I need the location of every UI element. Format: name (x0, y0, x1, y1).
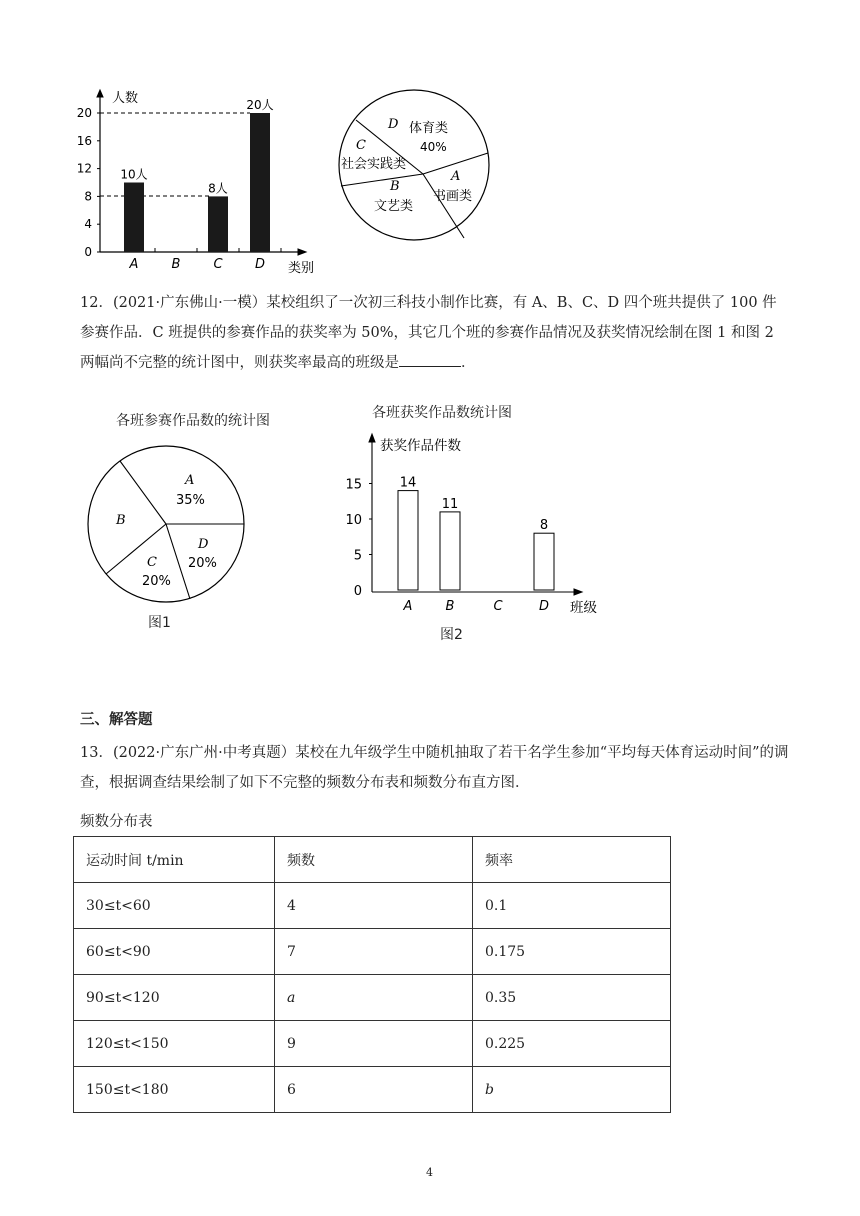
y-axis-label: 人数 (112, 91, 139, 106)
x-tick-label: A (129, 257, 139, 272)
x-tick-label: D (254, 257, 266, 272)
x-axis-label: 类别 (288, 261, 315, 276)
y-tick-label: 12 (76, 161, 92, 176)
table-header-cell: 运动时间 t/min (74, 837, 275, 883)
slice-label-c: C (147, 555, 157, 570)
x-tick-label: D (538, 599, 550, 614)
bar (440, 512, 460, 590)
table-cell: 60≤t<90 (74, 929, 275, 975)
question-12-end: ． (461, 355, 476, 371)
slice-label-c: C (356, 138, 366, 153)
bar (250, 113, 270, 252)
top-pie-chart (336, 86, 496, 246)
x-tick-label: B (445, 599, 455, 614)
bar-value-label: 10人 (120, 167, 148, 182)
slice-label-b: B (390, 179, 400, 194)
table-cell: 4 (275, 883, 473, 929)
x-axis-label: 班级 (570, 600, 597, 616)
fig2-caption: 图2 (440, 627, 463, 643)
bar (534, 533, 554, 590)
table-row (74, 883, 671, 929)
x-axis-arrow (298, 249, 306, 255)
slice-pct-c: 20% (142, 574, 171, 589)
slice-pct-a: 35% (176, 493, 205, 508)
slice-pct-d: 20% (188, 556, 217, 571)
table-cell: 30≤t<60 (74, 883, 275, 929)
table-row (74, 1021, 671, 1067)
x-axis-arrow (574, 589, 582, 595)
table-cell: 0.175 (473, 929, 671, 975)
table-cell: 120≤t<150 (74, 1021, 275, 1067)
table-cell: 0.35 (473, 975, 671, 1021)
y-tick-label: 15 (345, 477, 362, 493)
bar (208, 196, 228, 252)
y-axis-arrow (369, 434, 375, 442)
y-tick-label: 0 (353, 584, 362, 599)
top-bar-chart (70, 86, 330, 276)
page-number: 4 (426, 1166, 433, 1179)
slice-name-d: 体育类 (409, 121, 449, 136)
section-3-title: 三、解答题 (80, 712, 153, 728)
frequency-table (73, 836, 671, 1113)
y-axis-arrow (97, 90, 103, 97)
table-cell: 9 (275, 1021, 473, 1067)
slice-name-c: 社会实践类 (341, 157, 407, 172)
bar-value-label: 8 (539, 518, 549, 534)
y-tick-label: 10 (345, 513, 362, 528)
slice-pct-d: 40% (420, 140, 447, 154)
fig1-caption: 图1 (148, 615, 171, 631)
y-tick-label: 0 (84, 245, 92, 259)
bar (398, 491, 418, 590)
y-tick-label: 8 (84, 189, 92, 204)
answer-blank (399, 352, 461, 367)
fig2-bar-chart (336, 426, 626, 622)
bar-value-label: 20人 (246, 98, 274, 112)
table-header-row (74, 837, 671, 883)
y-tick-label: 4 (84, 217, 92, 232)
x-tick-label: C (493, 599, 503, 614)
question-12-text: 12．(2021·广东佛山·一模）某校组织了一次初三科技小制作比赛，有 A、B、C、D 四个班共提供了 100 件参赛作品．C 班提供的参赛作品的获奖率为 50%，其它几个班的参赛作品情况及获奖情况绘制在图 1 和图 2 两幅尚不完整的统计图中，则获奖率最高的班级是 (80, 295, 777, 371)
table-row (74, 975, 671, 1021)
fig2-title: 各班获奖作品数统计图 (372, 405, 512, 421)
x-tick-label: B (171, 257, 181, 272)
slice-label-d: D (388, 117, 399, 132)
question-13 (80, 738, 790, 798)
fig1-title: 各班参赛作品数的统计图 (116, 413, 270, 429)
bar-value-label: 8人 (208, 181, 228, 196)
bar (124, 183, 144, 253)
table-cell: 0.225 (473, 1021, 671, 1067)
slice-name-b: 文艺类 (374, 199, 414, 214)
question-12 (80, 288, 790, 378)
table-header-cell: 频数 (275, 837, 473, 883)
table-cell: a (275, 975, 473, 1021)
table-cell: 0.1 (473, 883, 671, 929)
slice-label-d: D (198, 537, 209, 552)
bar-value-label: 11 (441, 496, 459, 512)
table-row (74, 929, 671, 975)
y-tick-label: 16 (76, 133, 92, 148)
table-title: 频数分布表 (80, 814, 153, 830)
slice-label-b: B (116, 513, 126, 528)
bar-value-label: 14 (399, 475, 417, 491)
table-cell: 90≤t<120 (74, 975, 275, 1021)
x-tick-label: A (403, 599, 413, 614)
table-cell: 6 (275, 1067, 473, 1113)
table-cell: 7 (275, 929, 473, 975)
y-tick-label: 20 (76, 106, 92, 120)
table-cell: 150≤t<180 (74, 1067, 275, 1113)
slice-name-a: 书画类 (433, 189, 473, 204)
x-tick-label: C (213, 257, 223, 272)
table-header-cell: 频率 (473, 837, 671, 883)
fig1-pie-chart (86, 436, 256, 616)
y-tick-label: 5 (353, 548, 362, 564)
slice-label-a: A (185, 473, 195, 488)
question-13-text: 13．(2022·广东广州·中考真题）某校在九年级学生中随机抽取了若干名学生参加“平均每天体育运动时间”的调查，根据调查结果绘制了如下不完整的频数分布表和频数分布直方图． (80, 745, 789, 791)
table-row (74, 1067, 671, 1113)
table-cell: b (473, 1067, 671, 1113)
y-axis-label: 获奖作品件数 (380, 438, 461, 454)
slice-label-a: A (451, 169, 461, 184)
